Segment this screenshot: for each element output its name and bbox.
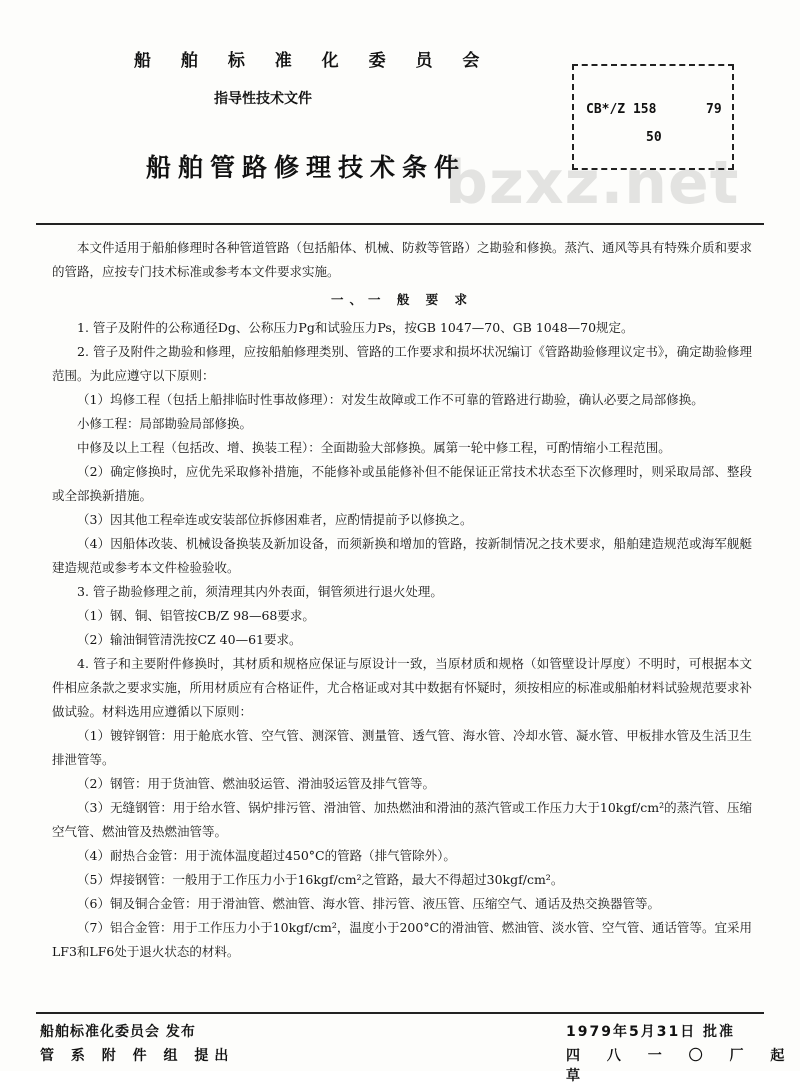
clause-2-small: 小修工程：局部勘验局部修换。 xyxy=(77,416,253,431)
clause-2-4: （4）因船体改装、机械设备换装及新加设备，而须新换和增加的管路，按新制情况之技术要求，船舶建造规范或海军舰艇建造规范或参考本文件检验验收。 xyxy=(52,536,752,575)
clause-4-3: （3）无缝钢管：用于给水管、锅炉排污管、滑油管、加热燃油和滑油的蒸汽管或工作压力大于10kgf/cm²的蒸汽管、压缩空气管、燃油管及热燃油管等。 xyxy=(52,800,752,839)
standard-pages: 50 xyxy=(646,130,662,145)
footer-approve-date: 1979年5月31日 批准 xyxy=(566,1024,736,1040)
clause-4-4: （4）耐热合金管：用于流体温度超过450°C的管路（排气管除外）。 xyxy=(77,848,456,863)
clause-4-5: （5）焊接钢管：一般用于工作压力小于16kgf/cm²之管路，最大不得超过30kgf/cm²。 xyxy=(77,872,564,887)
header-divider xyxy=(36,223,764,225)
document-type: 指导性技术文件 xyxy=(214,91,312,107)
footer-proposer: 管 系 附 件 组 提出 xyxy=(40,1048,235,1064)
document-body xyxy=(52,236,752,964)
standard-year: 79 xyxy=(706,102,722,117)
site-watermark: bzxz.net xyxy=(445,148,740,218)
footer-divider xyxy=(36,1012,764,1014)
clause-4-7: （7）铝合金管：用于工作压力小于10kgf/cm²，温度小于200°C的滑油管、燃油管、淡水管、空气管、通话管等。宜采用LF3和LF6处于退火状态的材料。 xyxy=(52,920,752,959)
clause-4-6: （6）铜及铜合金管：用于滑油管、燃油管、海水管、排污管、液压管、压缩空气、通话及热交换器管等。 xyxy=(77,896,660,911)
clause-2-2: （2）确定修换时，应优先采取修补措施，不能修补或虽能修补但不能保证正常技术状态至下次修理时，则采取局部、整段或全部换新措施。 xyxy=(52,464,752,503)
document-title: 船舶管路修理技术条件 xyxy=(146,153,467,182)
intro-paragraph: 本文件适用于船舶修理时各种管道管路（包括船体、机械、防救等管路）之勘验和修换。蒸汽、通风等具有特殊介质和要求的管路，应按专门技术标准或参考本文件要求实施。 xyxy=(52,240,753,279)
footer-issuer: 船舶标准化委员会 发布 xyxy=(40,1024,196,1040)
clause-4: 4. 管子和主要附件修换时，其材质和规格应保证与原设计一致，当原材质和规格（如管壁设计厚度）不明时，可根据本文件相应条款之要求实施，所用材质应有合格证件，尤合格证或对其中数据有怀疑时，须按相应的标准或船舶材料试验规范要求补做试验。材料选用应遵循以下原则： xyxy=(52,656,753,719)
standard-code-box xyxy=(572,64,734,170)
clause-2-mid: 中修及以上工程（包括改、增、换装工程）：全面勘验大部修换。属第一轮中修工程，可酌情缩小工程范围。 xyxy=(77,440,671,455)
clause-4-1: （1）镀锌钢管：用于舱底水管、空气管、测深管、测量管、透气管、海水管、冷却水管、凝水管、甲板排水管及生活卫生排泄管等。 xyxy=(52,728,752,767)
clause-3: 3. 管子勘验修理之前，须清理其内外表面，铜管须进行退火处理。 xyxy=(77,584,443,599)
clause-2-3: （3）因其他工程牵连或安装部位拆修困难者，应酌情提前予以修换之。 xyxy=(77,512,473,527)
clause-1: 1. 管子及附件的公称通径Dg、公称压力Pg和试验压力Ps，按GB 1047—70、GB 1048—70规定。 xyxy=(77,320,634,335)
standard-code: CB*/Z 158 xyxy=(586,102,657,117)
section-heading: 一、一 般 要 求 xyxy=(330,292,474,307)
clause-2-1: （1）坞修工程（包括上船排临时性事故修理）：对发生故障或工作不可靠的管路进行勘验，确认必要之局部修换。 xyxy=(77,392,704,407)
committee-name: 船 舶 标 准 化 委 员 会 xyxy=(134,51,492,71)
clause-2: 2. 管子及附件之勘验和修理，应按船舶修理类别、管路的工作要求和损坏状况编订《管路勘验修理议定书》，确定勘验修理范围。为此应遵守以下原则： xyxy=(52,344,752,383)
footer-drafter: 四 八 一 〇 厂 起草 xyxy=(566,1048,796,1084)
clause-3-1: （1）钢、铜、铝管按CB/Z 98—68要求。 xyxy=(77,608,315,623)
clause-3-2: （2）输油铜管清洗按CZ 40—61要求。 xyxy=(77,632,302,647)
clause-4-2: （2）钢管：用于货油管、燃油驳运管、滑油驳运管及排气管等。 xyxy=(77,776,435,791)
